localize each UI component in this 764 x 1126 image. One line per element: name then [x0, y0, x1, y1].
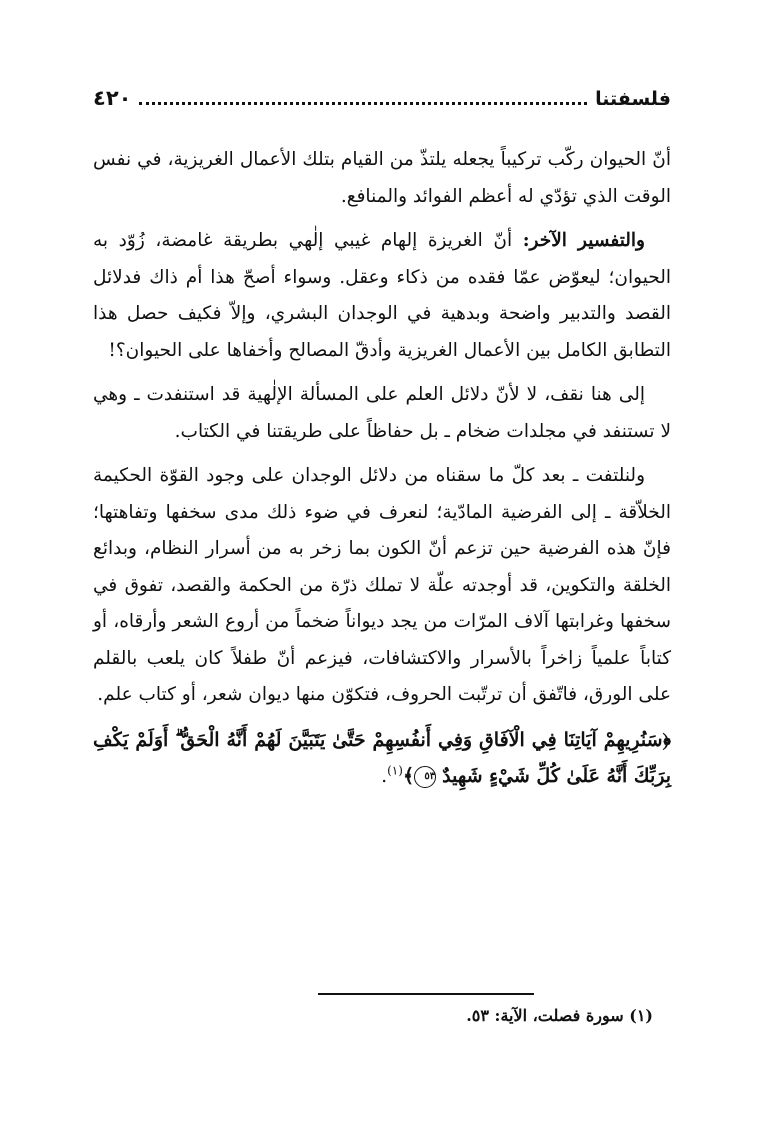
quote-close-bracket: ﴾ — [402, 764, 415, 787]
paragraph-2-text: أنّ الغريزة إلهام غيبي إلٰهي بطريقة غامضة، زُوّد به الحيوان؛ ليعوّض عمّا فقده من ذكاء وعقل. وسواء أصحّ هذا أم ذاك فدلائل القصد والتدبير واضحة وبدهية في الوجدان البشري، وإلاّ فكيف حصل هذا التطابق الكامل بين الأعمال الغريزية وأدقّ المصالح وأخفاها على الحيوان؟! — [93, 230, 671, 361]
quote-text: سَنُرِيهِمْ آيَاتِنَا فِي الْآفَاقِ وَفِي أَنفُسِهِمْ حَتَّىٰ يَتَبَيَّنَ لَهُمْ أَنَّهُ الْحَقُّ ۗ أَوَلَمْ يَكْفِ بِرَبِّكَ أَنَّهُ عَلَىٰ كُلِّ شَيْءٍ شَهِيدٌ — [93, 728, 671, 787]
paragraph-2-lead: والتفسير الآخر: — [522, 230, 645, 251]
ayah-number-marker: ٥٣ — [414, 766, 436, 788]
header-dot-leader — [139, 102, 587, 105]
paragraph-3: إلى هنا نقف، لا لأنّ دلائل العلم على المسألة الإلٰهية قد استنفدت ـ وهي لا تستنفد في مجلدات ضخام ـ بل حفاظاً على طريقتنا في الكتاب. — [93, 384, 671, 442]
quote-open-bracket: ﴿ — [662, 728, 671, 751]
running-header — [93, 82, 671, 110]
quran-quote — [93, 722, 671, 794]
footnote-separator — [318, 993, 534, 995]
quote-end-period: . — [381, 764, 388, 787]
footnote: (١) سورة فصلت، الآية: ٥٣. — [466, 1006, 653, 1025]
paragraph-1: أنّ الحيوان ركّب تركيباً يجعله يلتذّ من القيام بتلك الأعمال الغريزية، في نفس الوقت الذي تؤدّي له أعظم الفوائد والمنافع. — [93, 149, 671, 207]
running-title: فلسفتنا — [595, 88, 671, 110]
paragraph-2 — [93, 223, 671, 369]
main-text — [93, 142, 671, 802]
page-number: ٤٢٠ — [93, 86, 132, 110]
footnote-reference: (١) — [387, 763, 403, 778]
paragraph-4: ولنلتفت ـ بعد كلّ ما سقناه من دلائل الوجدان على وجود القوّة الحكيمة الخلاّقة ـ إلى الفرضية المادّية؛ لنعرف في ضوء ذلك مدى سخفها وتفاهتها؛ فإنّ هذه الفرضية حين تزعم أنّ الكون بما زخر به من أسرار النظام، وبدائع الخلقة والتكوين، قد أوجدته علّة لا تملك ذرّة من الحكمة والقصد، تفوق في سخفها وغرابتها آلاف المرّات من يجد ديواناً ضخماً من أروع الشعر وأرقاه، أو كتاباً علمياً زاخراً بالأسرار والاكتشافات، فيزعم أنّ طفلاً كان يلعب بالقلم على الورق، فاتّفق أن ترتّبت الحروف، فتكوّن منها ديوان شعر، أو كتاب علم. — [93, 465, 671, 705]
